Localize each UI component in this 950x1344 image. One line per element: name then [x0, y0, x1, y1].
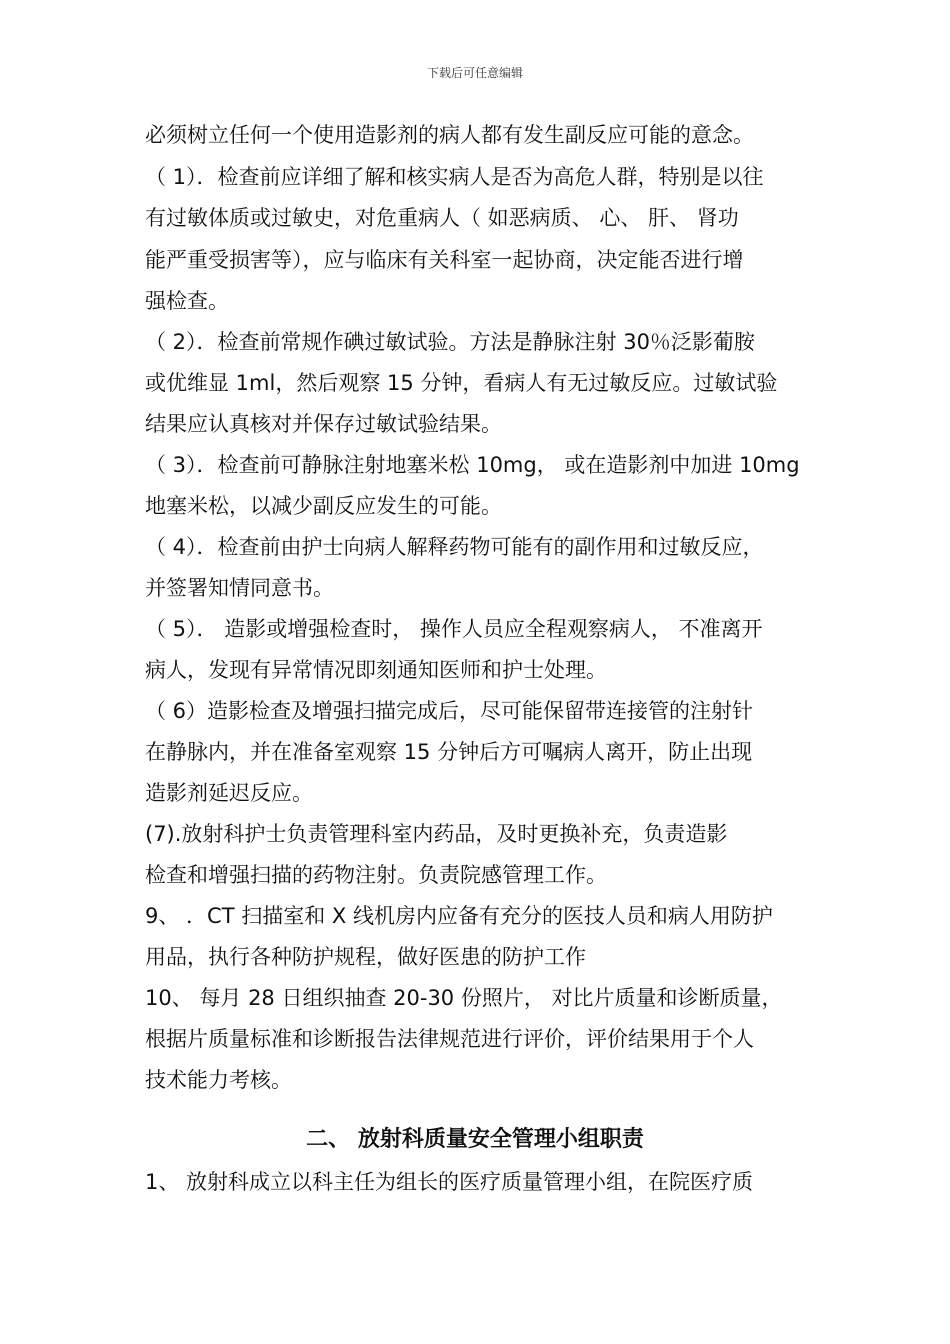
body-line: （ 4）．检查前由护士向病人解释药物可能有的副作用和过敏反应， — [145, 535, 764, 559]
body-line: 必须树立任何一个使用造影剂的病人都有发生副反应可能的意念。 — [145, 123, 754, 147]
body-line: 1、 放射科成立以科主任为组长的医疗质量管理小组，在院医疗质 — [145, 1170, 754, 1194]
section-heading: 二、 放射科质量安全管理小组职责 — [306, 1127, 644, 1152]
body-line: （ 3）．检查前可静脉注射地塞米松 10mg， 或在造影剂中加进 10mg — [145, 453, 800, 477]
body-line: （ 1）．检查前应详细了解和核实病人是否为高危人群，特别是以往 — [145, 165, 764, 189]
body-line: 技术能力考核。 — [145, 1068, 292, 1092]
body-line: 在静脉内，并在准备室观察 15 分钟后方可嘱病人离开，防止出现 — [145, 740, 753, 764]
body-line: 10、 每月 28 日组织抽查 20-30 份照片， 对比片质量和诊断质量， — [145, 986, 783, 1010]
body-line: （ 6）造影检查及增强扫描完成后，尽可能保留带连接管的注射针 — [145, 699, 754, 723]
body-line: 根据片质量标准和诊断报告法律规范进行评价，评价结果用于个人 — [145, 1027, 754, 1051]
body-line: (7).放射科护士负责管理科室内药品，及时更换补充，负责造影 — [145, 822, 728, 846]
body-line: 强检查。 — [145, 289, 229, 313]
page-header-note: 下载后可任意编辑 — [426, 66, 523, 80]
body-line: 并签署知情同意书。 — [145, 576, 334, 600]
body-line: 用品，执行各种防护规程，做好医患的防护工作 — [145, 945, 586, 969]
body-line: 9、 ．CT 扫描室和 X 线机房内应备有充分的医技人员和病人用防护 — [145, 904, 773, 928]
body-line: 结果应认真核对并保存过敏试验结果。 — [145, 412, 502, 436]
body-line: 地塞米松，以减少副反应发生的可能。 — [145, 494, 502, 518]
body-line: 造影剂延迟反应。 — [145, 781, 313, 805]
body-line: （ 5）． 造影或增强检查时， 操作人员应全程观察病人， 不准离开 — [145, 617, 763, 641]
body-line: （ 2）．检查前常规作碘过敏试验。方法是静脉注射 30％泛影葡胺 — [145, 330, 755, 354]
body-line: 有过敏体质或过敏史，对危重病人（ 如恶病质、 心、 肝、 肾功 — [145, 206, 739, 230]
body-line: 检查和增强扫描的药物注射。负责院感管理工作。 — [145, 863, 607, 887]
body-line: 能严重受损害等），应与临床有关科室一起协商，决定能否进行增 — [145, 248, 744, 272]
body-line: 或优维显 1ml，然后观察 15 分钟，看病人有无过敏反应。过敏试验 — [145, 371, 778, 395]
body-line: 病人，发现有异常情况即刻通知医师和护士处理。 — [145, 658, 607, 682]
